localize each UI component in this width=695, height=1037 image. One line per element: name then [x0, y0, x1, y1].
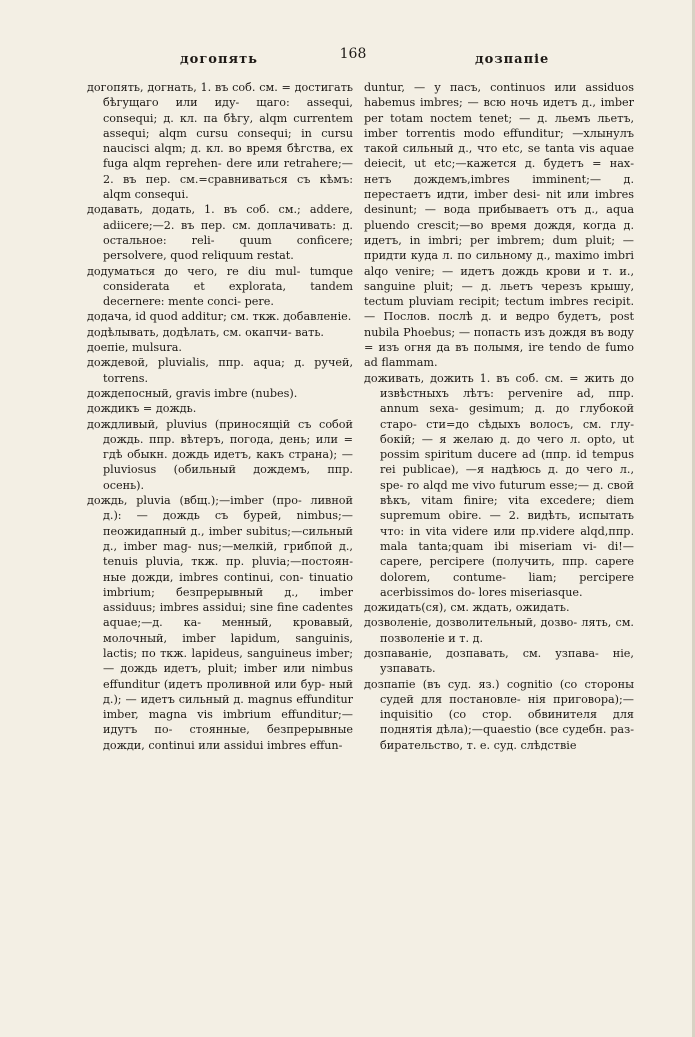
- dictionary-entry: дождикъ = дождь.: [87, 402, 197, 416]
- dictionary-entry: додѣлывать, додѣлать, см. окапчи- вать.: [87, 325, 324, 339]
- left-column: [87, 80, 353, 753]
- dictionary-entry: додавать, додать, 1. въ соб. см.; addere, adiicere;—2. въ пер. см. доплачивать: д. остальное: reli- quum conficere; persolvere, quod reliquum restat.: [87, 203, 353, 263]
- dictionary-entry: дозпаваніе, дозпавать, см. узпава- ніе, узпавать.: [364, 646, 634, 676]
- dictionary-entry: дозволеніе, дозволительный, дозво- лять, см. позволеніе и т. д.: [364, 616, 634, 645]
- dictionary-entry: дождевой, pluvialis, ппр. aqua; д. ручей, torrens.: [87, 356, 353, 385]
- header-first-word: догопять: [180, 52, 258, 67]
- page-header: [0, 46, 695, 70]
- page-number: 168: [339, 46, 367, 62]
- dictionary-entry: дождь, pluvia (вбщ.);—imber (про- ливной д.): — дождь съ бурей, nimbus;—пеожидапный д., imber subitus;—сильный д., imber mag- nus;—мелкій, грибпой д., tenuis pluvia, ткж. пр. pluvia;—постоян- ные дожди, imbres continui, con- tinuatio imbrium; безпрерывный д., imber assiduus; imbres assidui; sine fine cadentes aquae;—д. ка- менный, кровавый, молочный, imber lapidum, sanguinis, lactis; по ткж. lapideus, sanguineus imber; — дождь идетъ, pluit; imber или nimbus effunditur (идетъ проливной или бур- ный д.); — идетъ сильный д. magnus effunditur imber, magna vis imbrium effunditur;—идутъ по- стоянные, безпрерывные дожди, continui или assidui imbres effun-: [87, 494, 353, 752]
- dictionary-entry: доепіе, mulsura.: [87, 341, 182, 355]
- dictionary-entry: додуматься до чего, re diu mul- tumque considerata et explorata, tandem decernere: mente conci- pere.: [87, 264, 353, 309]
- dictionary-entry: дозпапіе (въ суд. яз.) cognitio (со стороны судей для постановле- нія приговора);—inquisitio (со стор. обвинителя для поднятія дѣла);—quaestio (все судебн. раз- бирательство, т. е. суд. слѣдствіе: [364, 677, 634, 752]
- right-column: [364, 80, 634, 753]
- dictionary-entry: дождепосный, gravis imbre (nubes).: [87, 386, 298, 400]
- dictionary-entry: доживать, дожить 1. въ соб. см. = жить до извѣстныхъ лѣтъ: pervenire ad, ппр. annum sexa- gesimum; д. до глубокой старо- сти=до сѣдыхъ волосъ, см. глу- бокій; — я желаю д. до чего л. opto, ut possim spiritum ducere ad (ппр. id tempus rei publicae), —я надѣюсь д. до чего л., spe- ro alqd me vivo futurum esse;— д. свой вѣкъ, vitam finire; vita excedere; diem supremum obire. — 2. видѣть, испытать что: in vita videre или пр.videre alqd,ппр. mala tanta;quam ibi miseriam vi- di!—capere, percipere (получить, ппр. capere dolorem, contume- liam; percipere acerbissimos do- lores miseriasque.: [364, 371, 634, 599]
- dictionary-entry: дождливый, pluvius (приносящій съ собой дождь. ппр. вѣтеръ, погода, день; или = гдѣ обыкн. дождь идетъ, какъ страна); — pluviosus (обильный дождемъ, ппр. осень).: [87, 417, 353, 492]
- dictionary-entry-continued: duntur, — у пасъ, continuos или assiduos habemus imbres; — всю ночь идетъ д., imber per totam noctem tenet; — д. льемъ льетъ, imber torrentis modo effunditur; —хлынулъ такой сильный д., что etc, se tanta vis aquae deiecit, ut etc;—кажется д. будетъ = нах- нетъ дождемъ,imbres imminent;— д. перестаетъ идти, imber desi- nit или imbres desinunt; — вода прибываетъ отъ д., aqua pluendo crescit;—во время дождя, когда д. идетъ, in imbri; per imbrem; dum pluit; — придти куда л. по сильному д., maximo imbri alqo venire; — идетъ дождь крови и т. и., sanguine pluit; — д. льетъ черезъ крышу, tectum pluviam recipit; tectum imbres recipit.— Послов. послѣ д. и ведро будетъ, post nubila Phoebus; — попасть изъ дождя въ воду = изъ огня да въ полымя, ire tendo de fumo ad flammam.: [364, 81, 634, 370]
- dictionary-entry: догопять, догнать, 1. въ соб. см. = достигать бѣгущаго или иду- щаго: assequi, consequi; д. кл. па бѣгу, alqm currentem assequi; alqm cursu consequi; in cursu naucisci alqm; д. кл. во время бѣгства, ex fuga alqm reprehen- dere или retrahere;—2. въ пер. см.=сравниваться съ кѣмъ: alqm consequi.: [87, 81, 353, 202]
- header-last-word: дозпапіе: [475, 52, 550, 67]
- dictionary-entry: додача, id quod additur; см. ткж. добавленіе.: [87, 310, 352, 324]
- dictionary-entry: дожидать(ся), см. ждать, ожидать.: [364, 601, 570, 615]
